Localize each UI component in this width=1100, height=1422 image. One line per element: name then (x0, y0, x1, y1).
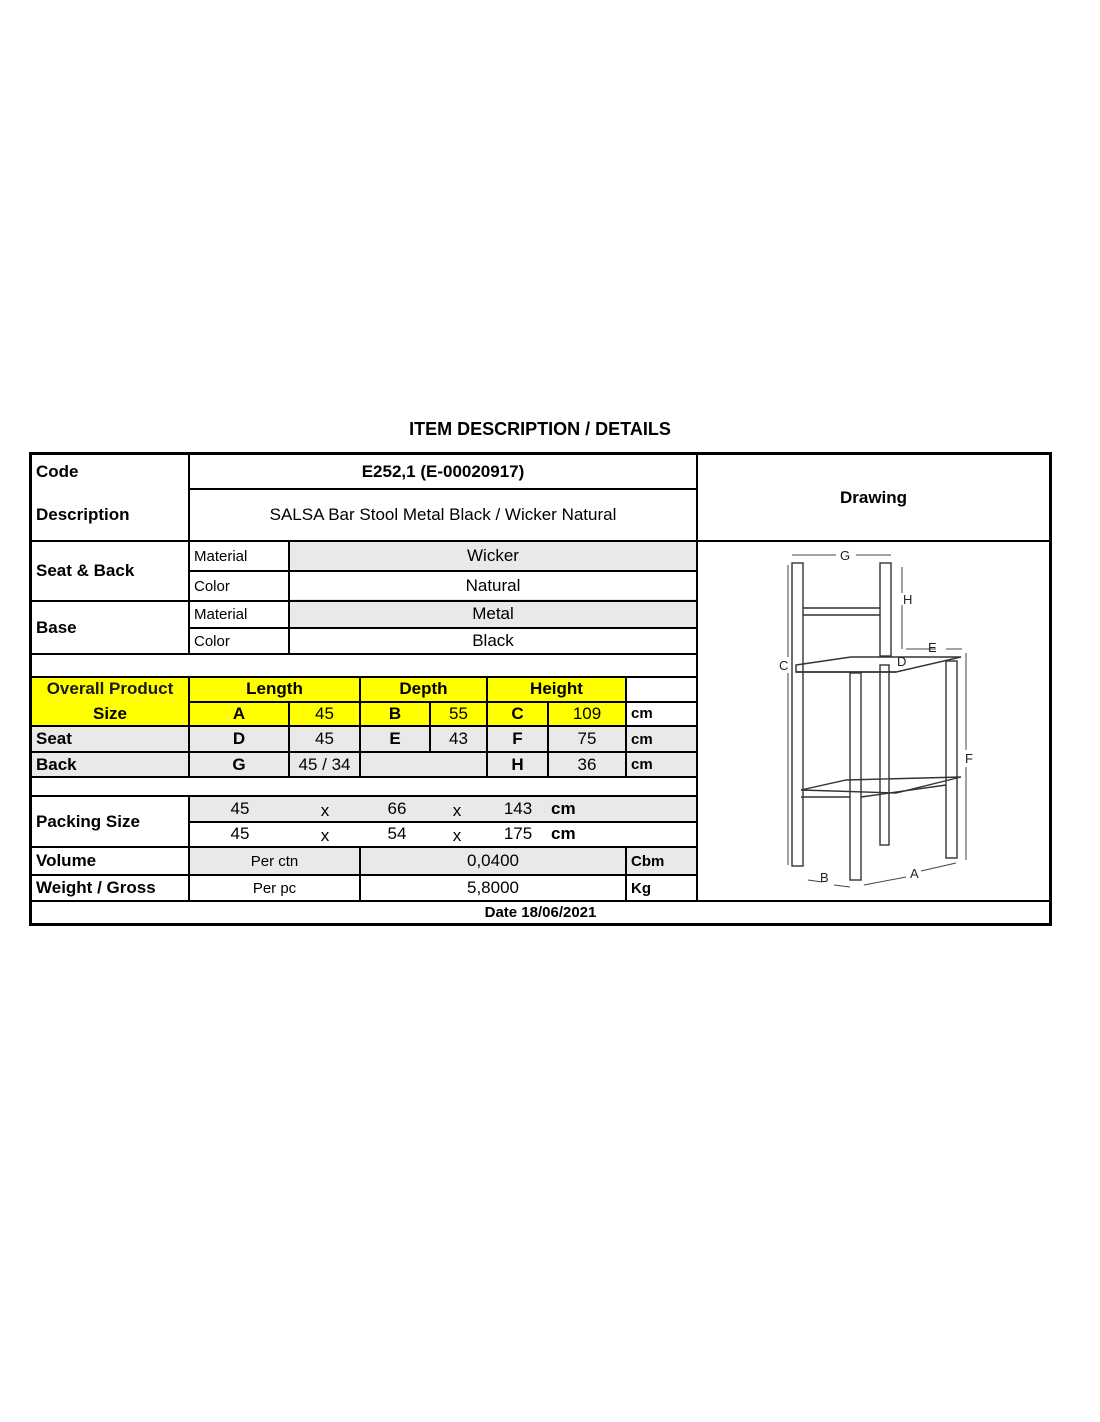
drawing-header: Drawing (839, 487, 908, 507)
seat-back-color-label: Color (194, 577, 230, 595)
packing-1-depth: 66 (387, 799, 407, 818)
packing-2-x1: x (320, 826, 330, 845)
dim-value-f: 75 (577, 729, 597, 748)
description-value: SALSA Bar Stool Metal Black / Wicker Natural (269, 505, 617, 524)
dim-letter-b: B (388, 703, 402, 723)
drawing-letter-d: D (897, 654, 907, 669)
dim-value-a: 45 (315, 703, 334, 723)
back-right-post (880, 563, 891, 656)
dim-value-c: 109 (572, 703, 602, 723)
back-dim-label: Back (36, 754, 77, 774)
dim-letter-a: A (232, 703, 246, 723)
weight-unit: Kg (631, 879, 651, 897)
dim-value-e: 43 (449, 729, 468, 748)
drawing-letter-h: H (903, 592, 913, 607)
base-color: Black (472, 631, 514, 650)
back-right-leg (880, 665, 889, 845)
seat-back-color: Natural (465, 576, 521, 595)
dim-letter-h: H (511, 754, 524, 774)
drawing-letter-a: A (910, 866, 919, 881)
packing-2-depth: 54 (387, 824, 407, 843)
front-right-leg (946, 661, 957, 858)
dim-value-h: 36 (577, 754, 597, 774)
packing-2-width: 45 (230, 824, 250, 843)
packing-2-height: 175 (503, 824, 533, 843)
dim-value-g: 45 / 34 (298, 754, 351, 774)
volume-value: 0,0400 (467, 851, 519, 870)
packing-size-label: Packing Size (36, 811, 140, 831)
drawing-letter-f: F (965, 751, 973, 766)
seat-back-material-label: Material (194, 547, 248, 565)
seat (796, 657, 961, 672)
dim-letter-f: F (512, 729, 523, 748)
date-footer: Date 18/06/2021 (484, 904, 597, 921)
packing-1-unit: cm (551, 799, 576, 818)
packing-1-width: 45 (230, 799, 250, 818)
drawing-letter-b: B (820, 870, 829, 885)
description-label: Description (36, 505, 130, 524)
code-label: Code (36, 462, 79, 481)
dim-letter-c: C (511, 703, 524, 723)
code-value: E252,1 (E-00020917) (361, 462, 525, 481)
dim-letter-d: D (232, 729, 246, 748)
dim-value-b: 55 (449, 703, 468, 723)
drawing-letter-g: G (840, 548, 851, 563)
height-header: Height (530, 679, 583, 698)
dim-value-d: 45 (315, 729, 334, 748)
overall-product-label: Overall Product (46, 679, 174, 698)
seat-back-material: Wicker (467, 546, 519, 565)
base-label: Base (36, 617, 77, 637)
base-material-label: Material (194, 606, 248, 623)
weight-value: 5,8000 (467, 878, 519, 897)
packing-1-x2: x (452, 801, 462, 820)
packing-1-height: 143 (503, 799, 533, 818)
seat-dim-label: Seat (36, 729, 72, 748)
dim-unit-back: cm (631, 756, 653, 773)
dim-letter-e: E (389, 729, 401, 748)
length-header: Length (246, 679, 303, 698)
drawing-letter-e: E (928, 640, 937, 655)
drawing-letter-c: C (779, 658, 789, 673)
front-left-leg (850, 673, 861, 880)
packing-2-unit: cm (551, 824, 576, 843)
bar-stool-drawing (766, 545, 976, 890)
volume-per: Per ctn (250, 852, 299, 870)
depth-header: Depth (399, 679, 448, 698)
page-title: ITEM DESCRIPTION / DETAILS (409, 419, 671, 439)
volume-label: Volume (36, 851, 97, 870)
seat-back-label: Seat & Back (36, 561, 135, 580)
size-label: Size (92, 703, 128, 723)
packing-2-x2: x (452, 826, 462, 845)
footrest (801, 777, 961, 793)
base-material: Metal (472, 604, 514, 623)
dim-unit-overall: cm (631, 705, 653, 722)
dim-letter-g: G (232, 754, 246, 774)
weight-per: Per pc (252, 879, 297, 897)
dim-unit-seat: cm (631, 730, 653, 748)
volume-unit: Cbm (631, 852, 665, 870)
packing-1-x1: x (320, 801, 330, 820)
back-left-post (792, 563, 803, 866)
base-color-label: Color (194, 632, 230, 650)
weight-label: Weight / Gross (36, 878, 156, 897)
